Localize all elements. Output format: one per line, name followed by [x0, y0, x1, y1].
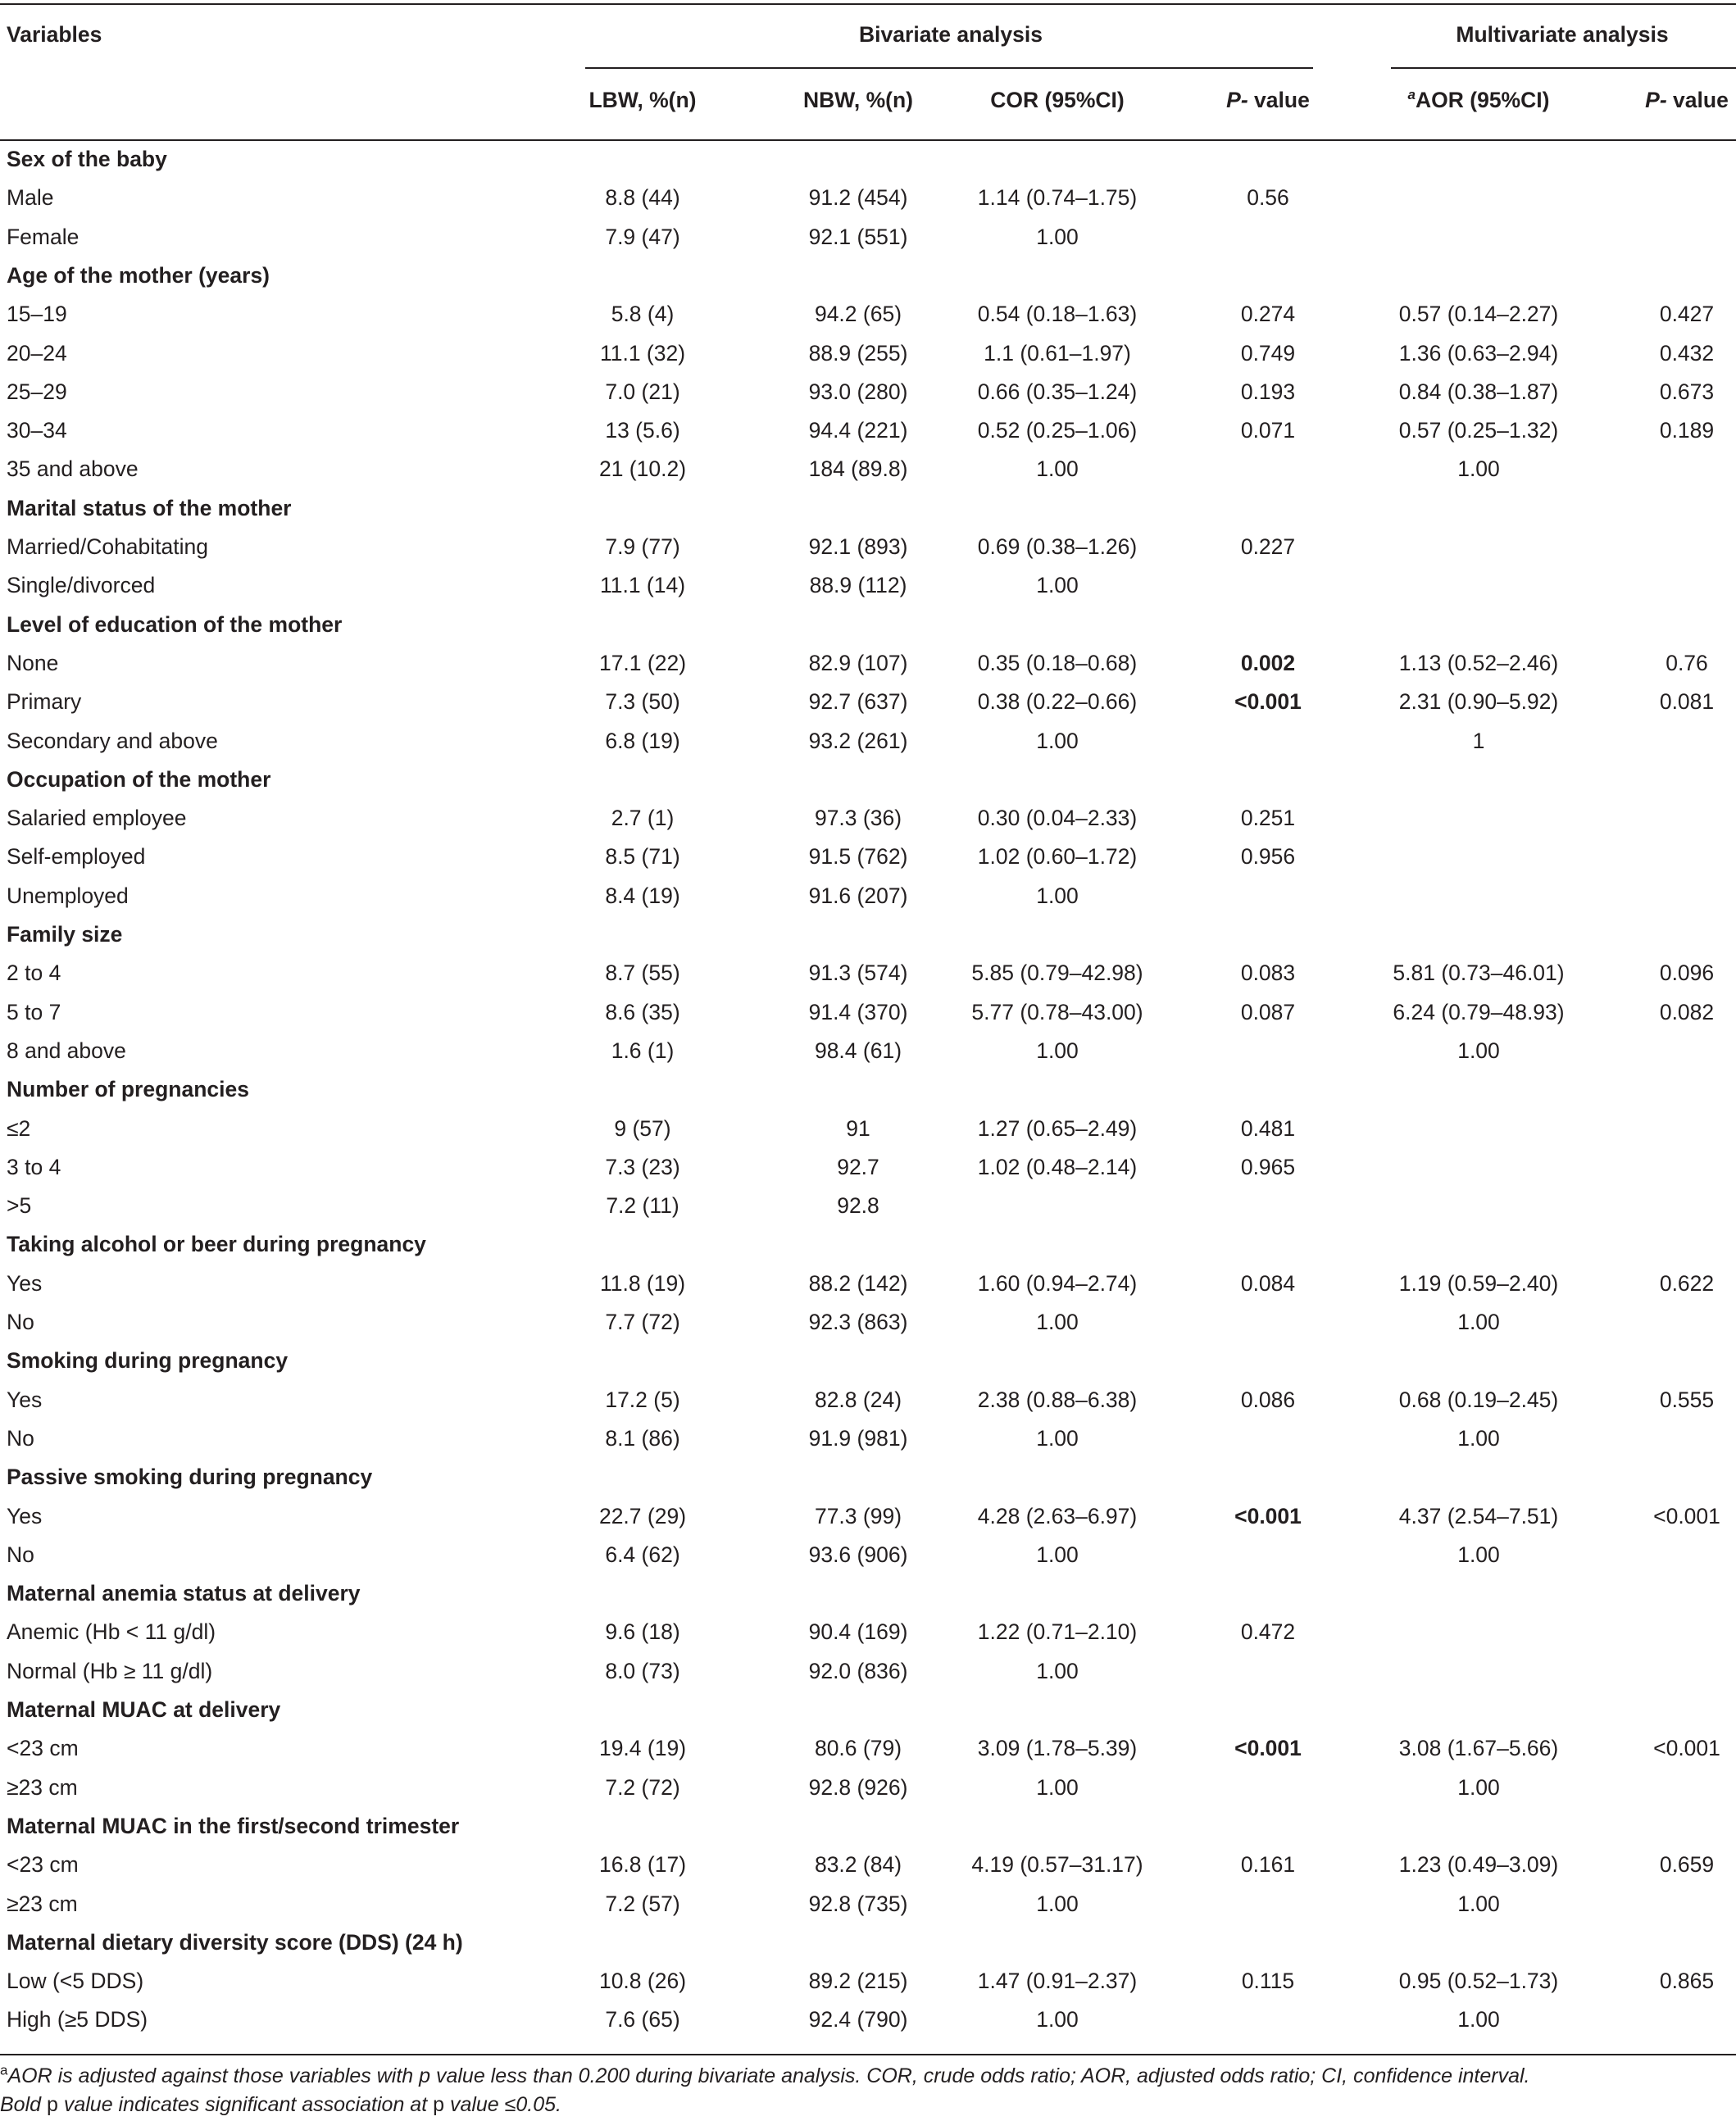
cell-cor: 0.35 (0.18–0.68): [977, 650, 1138, 675]
row-label: Primary: [7, 689, 82, 715]
row-label: 5 to 7: [7, 999, 61, 1024]
cell-cor: 1.14 (0.74–1.75): [977, 185, 1138, 211]
table-bottom-rule: [0, 2054, 1736, 2055]
cell-lbw: 7.2 (72): [605, 1774, 680, 1800]
row-label: Normal (Hb ≥ 11 g/dl): [7, 1658, 213, 1683]
cell-p-value-bivariate: 0.161: [1240, 1852, 1296, 1878]
cell-cor: 0.66 (0.35–1.24): [977, 379, 1138, 404]
cell-lbw: 10.8 (26): [598, 1969, 687, 1994]
row-label: No: [7, 1310, 34, 1334]
cell-lbw: 6.4 (62): [605, 1542, 680, 1567]
cell-cor: 1.00: [1036, 573, 1079, 598]
cell-lbw: 1.6 (1): [611, 1038, 675, 1063]
cell-cor: 0.52 (0.25–1.06): [977, 418, 1138, 443]
cell-lbw: 21 (10.2): [598, 456, 687, 482]
cell-cor: 0.30 (0.04–2.33): [977, 806, 1138, 831]
row-label: Yes: [7, 1387, 43, 1412]
cell-nbw: 92.4 (790): [808, 2007, 908, 2032]
cell-cor: 1.00: [1036, 456, 1079, 482]
cell-p-value-bivariate: 0.274: [1240, 302, 1296, 327]
cell-nbw: 90.4 (169): [808, 1619, 908, 1645]
cell-nbw: 184 (89.8): [808, 456, 908, 482]
cell-p-value-multivariate: 0.865: [1659, 1969, 1715, 1994]
cell-p-value-bivariate: 0.251: [1240, 806, 1296, 831]
cell-nbw: 91.9 (981): [808, 1425, 908, 1451]
cell-nbw: 80.6 (79): [814, 1736, 902, 1761]
row-label: <23 cm: [7, 1852, 79, 1878]
cell-lbw: 7.7 (72): [605, 1310, 680, 1334]
cell-lbw: 8.4 (19): [605, 883, 680, 908]
row-label: 15–19: [7, 302, 67, 327]
row-label: 3 to 4: [7, 1154, 61, 1179]
cell-nbw: 88.9 (255): [808, 340, 908, 366]
section-heading: Sex of the baby: [7, 147, 167, 171]
cell-p-value-multivariate: 0.622: [1659, 1270, 1715, 1296]
cell-lbw: 7.0 (21): [605, 379, 680, 404]
cell-p-value-bivariate: 0.115: [1241, 1969, 1295, 1994]
cell-nbw: 93.6 (906): [808, 1542, 908, 1567]
section-heading: Occupation of the mother: [7, 766, 271, 792]
cell-nbw: 92.3 (863): [808, 1310, 908, 1334]
cell-aor: 1.00: [1457, 2007, 1500, 2032]
cell-lbw: 11.1 (14): [599, 573, 686, 598]
row-label: <23 cm: [7, 1736, 79, 1761]
cell-aor: 2.31 (0.90–5.92): [1398, 689, 1559, 715]
bivariate-group-rule: [585, 67, 1313, 69]
cell-p-value-multivariate: <0.001: [1653, 1503, 1720, 1528]
cell-aor: 0.84 (0.38–1.87): [1398, 379, 1559, 404]
cell-p-value-bivariate: 0.193: [1240, 379, 1296, 404]
cell-p-value-bivariate: 0.087: [1240, 999, 1296, 1024]
cell-cor: 1.00: [1036, 1891, 1079, 1916]
cell-nbw: 92.8 (926): [808, 1774, 908, 1800]
header-lbw: LBW, %(n): [589, 88, 697, 112]
row-label: 35 and above: [7, 456, 139, 482]
cell-cor: 1.47 (0.91–2.37): [977, 1969, 1138, 1994]
cell-p-value-bivariate: 0.086: [1240, 1387, 1296, 1412]
cell-nbw: 77.3 (99): [814, 1503, 902, 1528]
cell-p-value-bivariate: <0.001: [1234, 1736, 1302, 1761]
cell-cor: 1.02 (0.60–1.72): [977, 844, 1138, 870]
header-cor: COR (95%CI): [990, 88, 1125, 112]
cell-p-value-bivariate: 0.227: [1240, 534, 1296, 559]
cell-cor: 1.00: [1036, 1658, 1079, 1683]
cell-p-value-multivariate: 0.082: [1659, 999, 1715, 1024]
row-label: 8 and above: [7, 1038, 126, 1063]
cell-nbw: 97.3 (36): [814, 806, 902, 831]
row-label: ≥23 cm: [7, 1774, 78, 1800]
cell-aor: 0.68 (0.19–2.45): [1398, 1387, 1559, 1412]
cell-nbw: 92.1 (551): [808, 224, 908, 249]
cell-aor: 1.00: [1457, 1038, 1500, 1063]
cell-nbw: 89.2 (215): [808, 1969, 908, 1994]
cell-lbw: 19.4 (19): [598, 1736, 687, 1761]
cell-cor: 1.00: [1036, 1774, 1079, 1800]
cell-nbw: 92.7: [837, 1154, 879, 1179]
cell-nbw: 88.2 (142): [808, 1270, 908, 1296]
cell-cor: 4.19 (0.57–31.17): [971, 1852, 1143, 1878]
cell-nbw: 83.2 (84): [814, 1852, 902, 1878]
cell-p-value-multivariate: 0.189: [1659, 418, 1715, 443]
cell-nbw: 93.0 (280): [808, 379, 908, 404]
row-label: Low (<5 DDS): [7, 1969, 144, 1994]
cell-lbw: 9 (57): [614, 1115, 671, 1141]
section-heading: Maternal MUAC in the first/second trimester: [7, 1813, 460, 1838]
cell-nbw: 88.9 (112): [809, 573, 907, 598]
cell-aor: 1.00: [1457, 1774, 1500, 1800]
cell-p-value-multivariate: 0.555: [1659, 1387, 1715, 1412]
cell-cor: 4.28 (2.63–6.97): [977, 1503, 1138, 1528]
header-nbw: NBW, %(n): [803, 88, 913, 112]
cell-cor: 1.00: [1036, 2007, 1079, 2032]
cell-aor: 3.08 (1.67–5.66): [1398, 1736, 1559, 1761]
cell-lbw: 7.9 (47): [605, 224, 680, 249]
cell-aor: 1.00: [1457, 456, 1500, 482]
cell-cor: 1.00: [1036, 1310, 1079, 1334]
cell-cor: 2.38 (0.88–6.38): [977, 1387, 1138, 1412]
cell-lbw: 22.7 (29): [598, 1503, 687, 1528]
header-p-value-multivariate: P- value: [1645, 88, 1729, 112]
row-label: Unemployed: [7, 883, 129, 908]
section-heading: Level of education of the mother: [7, 611, 343, 637]
cell-nbw: 94.4 (221): [808, 418, 908, 443]
cell-p-value-multivariate: 0.76: [1666, 650, 1708, 675]
header-aor: $^a$AOR (95%CI): [1407, 87, 1550, 112]
cell-aor: 1.00: [1457, 1425, 1500, 1451]
cell-aor: 1.23 (0.49–3.09): [1398, 1852, 1559, 1878]
cell-cor: 1.00: [1036, 1038, 1079, 1063]
footnote-line-2: Bold p value indicates significant association at p value ≤0.05.: [0, 2093, 561, 2116]
cell-p-value-bivariate: 0.749: [1240, 340, 1296, 366]
row-label: Secondary and above: [7, 728, 218, 753]
cell-aor: 0.57 (0.25–1.32): [1398, 418, 1559, 443]
row-label: ≤2: [7, 1115, 31, 1141]
row-label: No: [7, 1425, 34, 1451]
row-label: ≥23 cm: [7, 1891, 78, 1916]
cell-p-value-multivariate: 0.432: [1659, 340, 1715, 366]
cell-p-value-bivariate: <0.001: [1234, 689, 1302, 715]
cell-p-value-bivariate: 0.481: [1240, 1115, 1296, 1141]
cell-lbw: 9.6 (18): [605, 1619, 680, 1645]
cell-nbw: 94.2 (65): [814, 302, 902, 327]
cell-aor: 0.57 (0.14–2.27): [1398, 302, 1559, 327]
header-variables: Variables: [7, 22, 102, 47]
cell-lbw: 13 (5.6): [605, 418, 680, 443]
cell-p-value-bivariate: 0.071: [1240, 418, 1296, 443]
row-label: Married/Cohabitating: [7, 534, 208, 559]
section-heading: Age of the mother (years): [7, 262, 270, 288]
cell-p-value-multivariate: 0.096: [1659, 961, 1715, 986]
cell-p-value-bivariate: 0.002: [1240, 650, 1296, 675]
cell-aor: 6.24 (0.79–48.93): [1393, 999, 1565, 1024]
cell-nbw: 92.8: [837, 1193, 879, 1219]
cell-nbw: 92.7 (637): [808, 689, 908, 715]
row-label: Yes: [7, 1503, 43, 1528]
cell-nbw: 91: [846, 1115, 870, 1141]
section-heading: Passive smoking during pregnancy: [7, 1465, 373, 1490]
cell-aor: 1: [1472, 728, 1485, 753]
cell-nbw: 91.3 (574): [808, 961, 908, 986]
cell-lbw: 7.3 (50): [605, 689, 680, 715]
cell-aor: 5.81 (0.73–46.01): [1393, 961, 1565, 986]
cell-cor: 0.69 (0.38–1.26): [977, 534, 1138, 559]
cell-cor: 5.85 (0.79–42.98): [971, 961, 1143, 986]
cell-lbw: 8.1 (86): [605, 1425, 680, 1451]
row-label: No: [7, 1542, 34, 1567]
row-label: >5: [7, 1193, 32, 1219]
cell-cor: 1.00: [1036, 224, 1079, 249]
row-label: Anemic (Hb < 11 g/dl): [7, 1619, 216, 1645]
cell-lbw: 7.2 (11): [606, 1193, 679, 1219]
cell-aor: 1.00: [1457, 1891, 1500, 1916]
cell-nbw: 91.2 (454): [808, 185, 908, 211]
section-heading: Taking alcohol or beer during pregnancy: [7, 1232, 426, 1257]
cell-p-value-multivariate: 0.081: [1659, 689, 1715, 715]
row-label: 20–24: [7, 340, 67, 366]
cell-cor: 1.60 (0.94–2.74): [977, 1270, 1138, 1296]
cell-nbw: 92.1 (893): [808, 534, 908, 559]
header-multivariate: Multivariate analysis: [1456, 22, 1669, 47]
row-label: 25–29: [7, 379, 67, 404]
cell-p-value-multivariate: 0.427: [1659, 302, 1715, 327]
cell-lbw: 11.8 (19): [599, 1270, 686, 1296]
cell-nbw: 92.0 (836): [808, 1658, 908, 1683]
section-heading: Smoking during pregnancy: [7, 1348, 289, 1374]
cell-lbw: 11.1 (32): [599, 340, 686, 366]
cell-lbw: 6.8 (19): [605, 728, 680, 753]
section-heading: Marital status of the mother: [7, 495, 292, 520]
row-label: Self-employed: [7, 844, 146, 870]
cell-lbw: 7.9 (77): [605, 534, 680, 559]
cell-p-value-bivariate: 0.472: [1240, 1619, 1296, 1645]
cell-lbw: 17.1 (22): [598, 650, 687, 675]
cell-lbw: 8.0 (73): [605, 1658, 680, 1683]
row-label: 30–34: [7, 418, 67, 443]
cell-cor: 5.77 (0.78–43.00): [971, 999, 1143, 1024]
cell-cor: 3.09 (1.78–5.39): [977, 1736, 1138, 1761]
cell-lbw: 8.6 (35): [605, 999, 680, 1024]
cell-lbw: 7.6 (65): [605, 2007, 680, 2032]
cell-p-value-bivariate: 0.083: [1240, 961, 1296, 986]
cell-p-value-bivariate: 0.56: [1247, 185, 1289, 211]
header-bottom-rule: [0, 139, 1736, 141]
cell-cor: 1.00: [1036, 728, 1079, 753]
cell-nbw: 91.6 (207): [808, 883, 908, 908]
cell-p-value-multivariate: 0.673: [1659, 379, 1715, 404]
cell-lbw: 7.3 (23): [605, 1154, 680, 1179]
cell-nbw: 98.4 (61): [814, 1038, 902, 1063]
section-heading: Family size: [7, 922, 123, 947]
cell-lbw: 16.8 (17): [598, 1852, 687, 1878]
row-label: High (≥5 DDS): [7, 2007, 148, 2032]
row-label: Male: [7, 185, 54, 211]
cell-p-value-bivariate: 0.084: [1240, 1270, 1296, 1296]
cell-cor: 0.38 (0.22–0.66): [977, 689, 1138, 715]
cell-p-value-multivariate: 0.659: [1659, 1852, 1715, 1878]
cell-nbw: 92.8 (735): [808, 1891, 908, 1916]
footnote-line-1: $^a$AOR is adjusted against those variables with p value less than 0.200 during bivariate analysis. COR, crude odds ratio; AOR, adjusted odds ratio; CI, confidence interval.: [0, 2062, 1530, 2087]
cell-cor: 1.1 (0.61–1.97): [984, 340, 1131, 366]
cell-lbw: 8.8 (44): [605, 185, 680, 211]
row-label: Salaried employee: [7, 806, 187, 831]
cell-lbw: 5.8 (4): [611, 302, 675, 327]
cell-cor: 1.27 (0.65–2.49): [977, 1115, 1138, 1141]
cell-nbw: 82.8 (24): [814, 1387, 902, 1412]
cell-cor: 1.00: [1036, 1542, 1079, 1567]
table-top-rule: [0, 3, 1736, 5]
row-label: Female: [7, 224, 80, 249]
cell-cor: 1.22 (0.71–2.10): [977, 1619, 1138, 1645]
cell-aor: 1.19 (0.59–2.40): [1398, 1270, 1559, 1296]
header-bivariate: Bivariate analysis: [859, 22, 1043, 47]
cell-lbw: 8.5 (71): [605, 844, 680, 870]
cell-lbw: 17.2 (5): [605, 1387, 680, 1412]
cell-nbw: 82.9 (107): [808, 650, 908, 675]
cell-lbw: 7.2 (57): [605, 1891, 680, 1916]
cell-cor: 1.00: [1036, 1425, 1079, 1451]
cell-cor: 0.54 (0.18–1.63): [977, 302, 1138, 327]
row-label: Single/divorced: [7, 573, 156, 598]
cell-aor: 0.95 (0.52–1.73): [1398, 1969, 1559, 1994]
cell-p-value-bivariate: 0.956: [1240, 844, 1296, 870]
section-heading: Number of pregnancies: [7, 1077, 249, 1102]
header-p-value-bivariate: P- value: [1226, 88, 1310, 112]
row-label: 2 to 4: [7, 961, 61, 986]
section-heading: Maternal MUAC at delivery: [7, 1697, 281, 1722]
multivariate-group-rule: [1391, 67, 1736, 69]
cell-aor: 1.00: [1457, 1310, 1500, 1334]
cell-p-value-multivariate: <0.001: [1653, 1736, 1720, 1761]
row-label: None: [7, 650, 59, 675]
cell-aor: 1.13 (0.52–2.46): [1398, 650, 1559, 675]
cell-nbw: 93.2 (261): [808, 728, 908, 753]
section-heading: Maternal dietary diversity score (DDS) (24 h): [7, 1929, 463, 1955]
section-heading: Maternal anemia status at delivery: [7, 1581, 361, 1606]
cell-aor: 1.36 (0.63–2.94): [1398, 340, 1559, 366]
cell-p-value-bivariate: 0.965: [1240, 1154, 1296, 1179]
cell-lbw: 8.7 (55): [605, 961, 680, 986]
cell-nbw: 91.4 (370): [808, 999, 908, 1024]
cell-aor: 1.00: [1457, 1542, 1500, 1567]
row-label: Yes: [7, 1270, 43, 1296]
cell-cor: 1.00: [1036, 883, 1079, 908]
cell-nbw: 91.5 (762): [808, 844, 908, 870]
cell-aor: 4.37 (2.54–7.51): [1398, 1503, 1559, 1528]
cell-lbw: 2.7 (1): [611, 806, 675, 831]
cell-cor: 1.02 (0.48–2.14): [977, 1154, 1138, 1179]
cell-p-value-bivariate: <0.001: [1234, 1503, 1302, 1528]
